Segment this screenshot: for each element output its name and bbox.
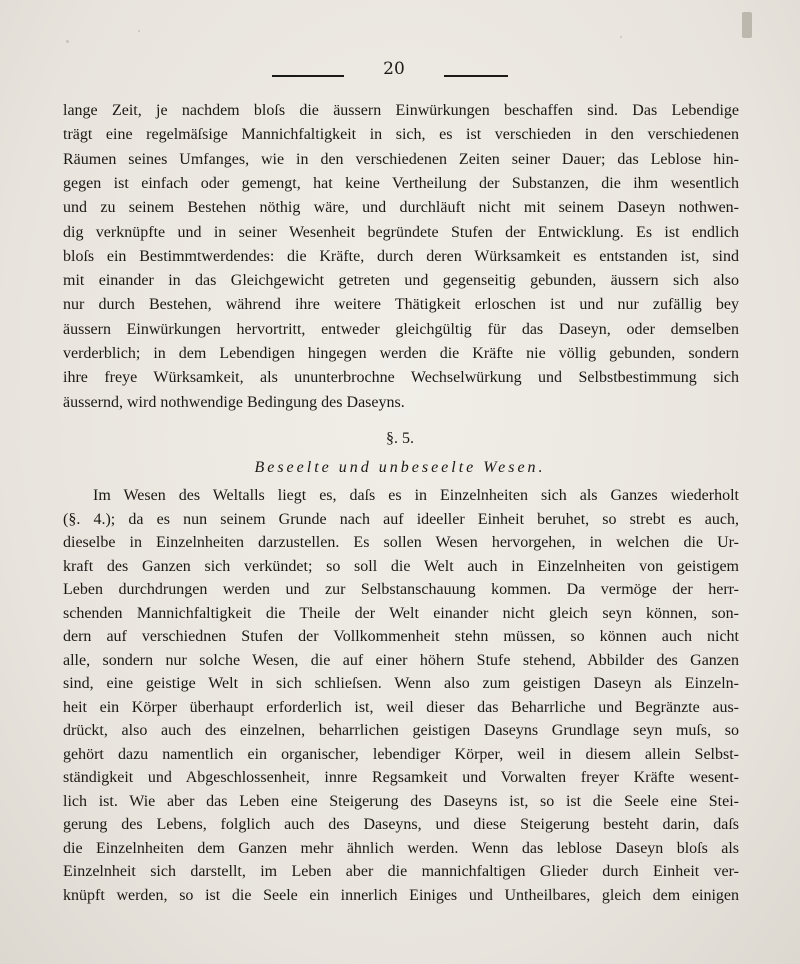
text-line: dieselbe in Einzelnheiten darzustellen. Es sollen Wesen hervorgehen, in welchen die Ur- (63, 534, 739, 551)
paper-speck (620, 36, 622, 38)
text-line: gegen ist einfach oder gemengt, hat keine Vertheilung der Substanzen, die ihm wesentlich (63, 174, 739, 192)
text-line: die Einzelnheiten dem Ganzen mehr ähnlich werden. Wenn das leblose Daseyn bloſs als (63, 839, 739, 857)
text-line: lich ist. Wie aber das Leben eine Steigerung des Daseyns ist, so ist die Seele eine Stei- (63, 792, 739, 810)
text-line: ihre freye Würksamkeit, als ununterbrochne Wechselwürkung und Selbstbestimmung sich (63, 369, 739, 387)
text-line: Räumen seines Umfanges, wie in den verschiedenen Zeiten seiner Dauer; das Leblose hin- (63, 150, 739, 168)
section-title: Beseelte und unbeseelte Wesen. (254, 459, 546, 476)
text-line: und zu seinem Bestehen nöthig wäre, und durchläuft nicht mit seinem Daseyn nothwen- (63, 199, 739, 217)
header-rule-left (272, 75, 344, 77)
text-line: lange Zeit, je nachdem bloſs die äussern Einwürkungen beschaffen sind. Das Lebendige (63, 102, 739, 119)
text-line: trägt eine regelmäſsige Mannichfaltigkeit in sich, es ist verschieden in den verschiedenen (63, 126, 739, 144)
text-line: bloſs ein Bestimmtwerdendes: die Kräfte, durch deren Würksamkeit es entstanden ist, sind (63, 247, 739, 265)
text-line: knüpft werden, so ist die Seele ein innerlich Einiges und Untheilbares, gleich dem einigen (63, 886, 739, 904)
text-line: dig verknüpfte und in seiner Wesenheit begründete Stufen der Entwicklung. Es ist endlich (63, 223, 739, 241)
text-line: ständigkeit und Abgeschlossenheit, innre Regsamkeit und Vorwalten freyer Kräfte wesent- (63, 769, 739, 786)
paper-speck (66, 40, 69, 43)
paper-speck (138, 30, 140, 32)
text-line: äussernd, wird nothwendige Bedingung des Daseyns. (63, 393, 405, 411)
text-line: (§. 4.); da es nun seinem Grunde nach auf ideeller Einheit beruhet, so strebt es auch, (63, 510, 739, 528)
text-line: gehört dazu namentlich ein organischer, lebendiger Körper, weil in diesem allein Selbst- (63, 745, 739, 763)
text-line: Im Wesen des Weltalls liegt es, daſs es in Einzelnheiten sich als Ganzes wiederholt (93, 487, 739, 504)
page-number: 20 (383, 59, 405, 79)
text-line: alle, sondern nur solche Wesen, die auf einer höhern Stufe stehend, Abbilder des Ganzen (63, 651, 739, 669)
text-line: schenden Mannichfaltigkeit die Theile der Welt einander nicht gleich seyn können, son- (63, 604, 739, 622)
text-line: sind, eine geistige Welt in sich schlieſsen. Wenn also zum geistigen Daseyn als Einzeln- (63, 675, 739, 692)
header-rule-right (444, 75, 508, 77)
text-line: Leben durchdrungen werden und zur Selbstanschauung kommen. Da vermöge der herr- (63, 581, 739, 598)
text-line: verderblich; in dem Lebendigen hingegen werden die Kräfte nie völlig gebunden, sondern (63, 345, 739, 362)
text-line: nur durch Bestehen, während ihre weitere Thätigkeit erloschen ist und nur zufällig bey (63, 296, 739, 314)
page-header (0, 59, 800, 89)
text-line: kraft des Ganzen sich verkündet; so soll die Welt auch in Einzelnheiten von geistigem (63, 557, 739, 575)
text-line: drückt, also auch des einzelnen, beharrlichen geistigen Daseyns Grundlage seyn muſs, so (63, 722, 739, 739)
text-line: mit einander in das Gleichgewicht getreten und gegenseitig gebunden, äussern sich also (63, 272, 739, 290)
text-line: Einzelnheit sich darstellt, im Leben aber die mannichfaltigen Glieder durch Einheit ver- (63, 863, 739, 880)
text-line: dern auf verschiednen Stufen der Vollkommenheit stehn müssen, so können auch nicht (63, 628, 739, 645)
text-line: heit ein Körper überhaupt erforderlich ist, weil dieser das Beharrliche und Begränzte aus- (63, 698, 739, 716)
page-edge-mark (742, 12, 752, 38)
section-number: §. 5. (386, 430, 414, 447)
text-line: äussern Einwürkungen hervortritt, entweder gleichgültig für das Daseyn, oder demselben (63, 320, 739, 338)
text-line: gerung des Lebens, folglich auch des Daseyns, und diese Steigerung besteht darin, daſs (63, 816, 739, 833)
